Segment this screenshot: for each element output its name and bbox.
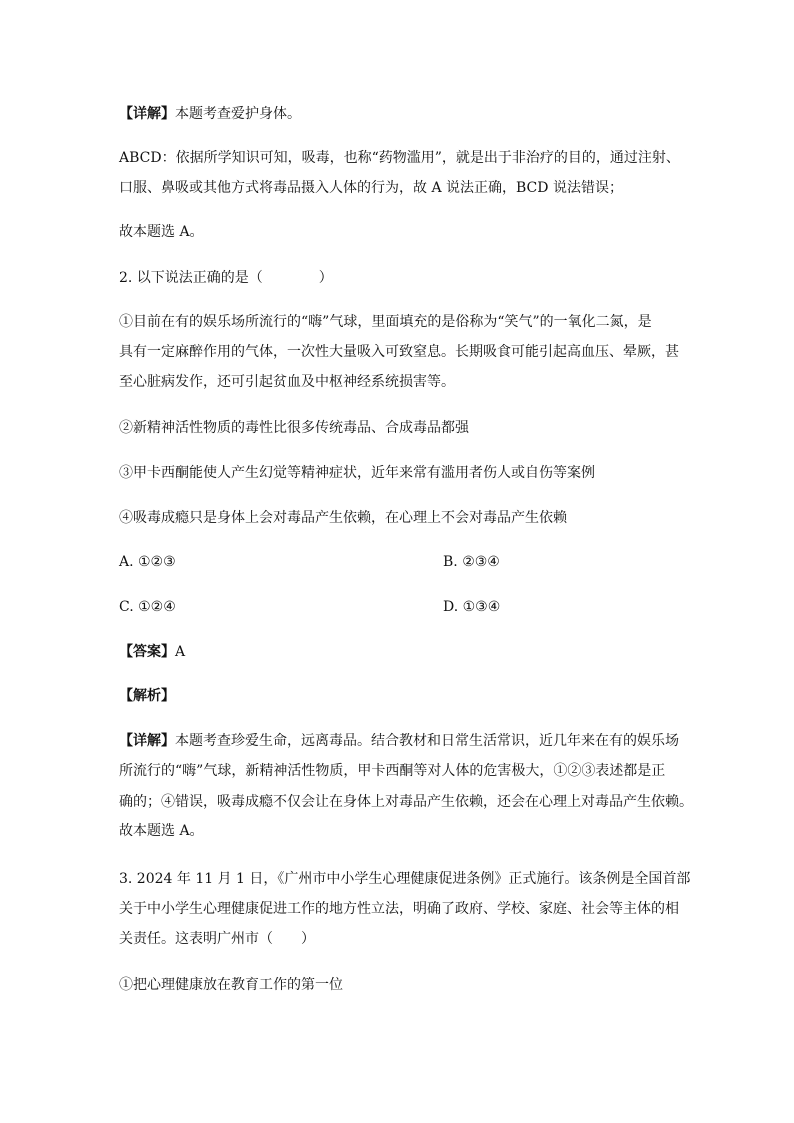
q3-stem-line-2: 关于中小学生心理健康促进工作的地方性立法，明确了政府、学校、家庭、社会等主体的相 — [119, 901, 679, 917]
q2-option-c: C. ①②④ — [119, 599, 176, 615]
q2-option-a: A. ①②③ — [119, 554, 176, 570]
answer-label: 【答案】 — [119, 644, 175, 660]
q2-answer — [119, 642, 679, 662]
q3-stem-line-1: 3. 2024 年 11 月 1 日，《广州市中小学生心理健康促进条例》正式施行。该条例是全国首部 — [119, 871, 691, 887]
detail-text: 本题考查爱护身体。 — [175, 106, 301, 122]
q2-statement-3: ③甲卡西酮能使人产生幻觉等精神症状，近年来常有滥用者伤人或自伤等案例 — [119, 465, 595, 481]
q2-statement-1-line-2: 具有一定麻醉作用的气体，一次性大量吸入可致窒息。长期吸食可能引起高血压、晕厥，甚 — [119, 344, 679, 360]
q2-detail-line-2: 所流行的“嗨”气球，新精神活性物质，甲卡西酮等对人体的危害极大，①②③表述都是正 — [119, 763, 666, 779]
q2-stem: 2. 以下说法正确的是（ ） — [119, 270, 333, 286]
q1-detail-line — [119, 104, 679, 124]
q2-detail-line-4: 故本题选 A。 — [119, 823, 204, 839]
q3-stem-line-3: 关责任。这表明广州市（ ） — [119, 931, 315, 947]
q1-paragraph-line-1: ABCD：依据所学知识可知，吸毒，也称“药物滥用”，就是出于非治疗的目的，通过注射、 — [119, 150, 680, 166]
detail-label: 【详解】 — [119, 106, 175, 122]
q2-detail-line-3: 确的；④错误，吸毒成瘾不仅会让在身体上对毒品产生依赖，还会在心理上对毒品产生依赖。 — [119, 794, 693, 810]
q1-paragraph-line-2: 口服、鼻吸或其他方式将毒品摄入人体的行为，故 A 说法正确，BCD 说法错误； — [119, 180, 623, 196]
detail-label: 【详解】 — [119, 733, 175, 749]
q2-statement-1-line-3: 至心脏病发作，还可引起贫血及中枢神经系统损害等。 — [119, 374, 455, 390]
q2-statement-2: ②新精神活性物质的毒性比很多传统毒品、合成毒品都强 — [119, 420, 469, 436]
q2-option-d: D. ①③④ — [443, 599, 501, 615]
q2-option-b: B. ②③④ — [443, 554, 500, 570]
q2-detail-line-1 — [119, 731, 679, 751]
q1-conclusion: 故本题选 A。 — [119, 224, 204, 240]
q2-statement-4: ④吸毒成瘾只是身体上会对毒品产生依赖，在心理上不会对毒品产生依赖 — [119, 510, 567, 526]
answer-value: A — [175, 644, 186, 660]
q3-statement-1: ①把心理健康放在教育工作的第一位 — [119, 977, 343, 993]
q2-analysis-label: 【解析】 — [119, 688, 175, 704]
detail-text: 本题考查珍爱生命，远离毒品。结合教材和日常生活常识，近几年来在有的娱乐场 — [175, 733, 679, 749]
q2-statement-1-line-1: ①目前在有的娱乐场所流行的“嗨”气球，里面填充的是俗称为“笑气”的一氧化二氮，是 — [119, 314, 652, 330]
